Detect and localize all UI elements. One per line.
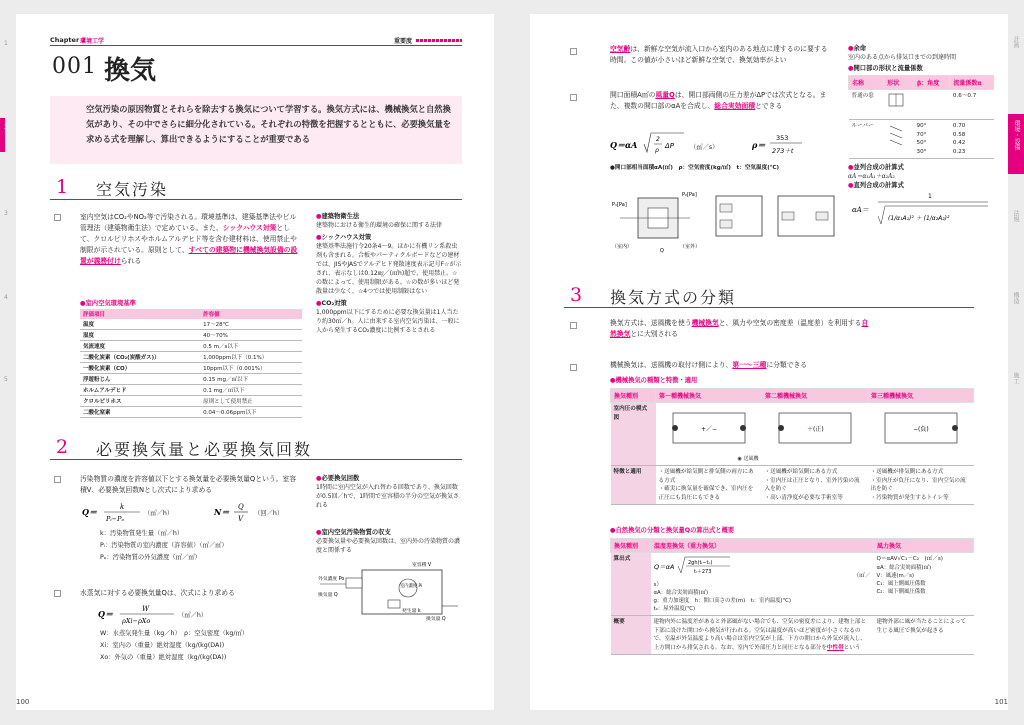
table1-title: ●室内空気環境基準 [80, 300, 136, 307]
svg-text:Q: Q [238, 503, 244, 511]
airflow-unit: （㎥／s） [690, 144, 719, 151]
dc-r1-name: 普通の窓 [849, 90, 884, 120]
note-text: 建築物における衛生的環境の確保に関する法律 [316, 222, 443, 229]
mv-type2-features: ・送風機が給気側にある方式 ・室内圧は正圧となり、室外汚染の流入を防ぐ ・高い清浄度が必要な手術室等 [762, 466, 868, 505]
sec1-text-1: 室内空気はCO₂やNO₂等で汚染される。環境基準は、建築基準法やビル管理法（建築物衛生法）で定めている。また、 [80, 213, 297, 232]
sec1-highlight: すべての建築物に機械換気設備の設置が義務付け [80, 246, 298, 265]
svg-text:αA＝: αA＝ [852, 206, 869, 214]
svg-text:(1/α₁A₁)² ＋ (1/α₂A₂)²: (1/α₁A₁)² ＋ (1/α₂A₂)² [888, 215, 950, 222]
sec2-p2: 水蒸気に対する必要換気量Qは、次式により求める [80, 589, 235, 597]
table-row [80, 374, 302, 385]
stack-formula [654, 555, 854, 577]
mech-table-title: ●機械換気の種類と特徴・適用 [610, 377, 698, 384]
note-title: ●建築物衛生法 [316, 213, 360, 220]
section-number: 001 [52, 54, 97, 79]
mv-type3-features: ・送風機が排気側にある方式 ・室内圧が負圧になり、室内空気の流出を防ぐ ・汚染物質が発生するトイレ等 [868, 466, 974, 505]
importance-label: 重要度 [394, 38, 413, 45]
stack-unit: （㎥／s） [653, 573, 871, 588]
air-quality-table [80, 309, 302, 418]
dc-r1-value: 0.6～0.7 [950, 90, 994, 120]
table-cell-value: 17～28℃ [200, 319, 302, 330]
svg-text:ρ＝: ρ＝ [752, 140, 766, 150]
sec1-side-notes [316, 212, 462, 338]
svg-text:Q＝αA: Q＝αA [610, 140, 638, 150]
svg-text:tᵢ＋273: tᵢ＋273 [693, 569, 711, 575]
label-q-in: 換気量 Q [318, 593, 338, 598]
svg-text:Q＝αA: Q＝αA [653, 563, 674, 571]
fig-p1: P₁[Pa] [612, 202, 627, 208]
fig-p2: P₂[Pa] [682, 192, 697, 198]
mv-h3: 第三種機械換気 [868, 389, 974, 403]
source-k-box [388, 600, 400, 608]
svg-text:V: V [238, 515, 244, 523]
stack-defs [654, 589, 871, 613]
table-cell-value: 0.04～0.06ppm以下 [200, 407, 302, 418]
nv-h1: 温度差換気（重力換気） [651, 539, 874, 553]
label-volume: 室容積 V [412, 563, 432, 568]
checkbox-r2[interactable] [570, 94, 577, 101]
table-cell-value: 0.5 m／s以下 [200, 341, 302, 352]
dc-r2-values: 0.70 0.58 0.42 0.23 [950, 120, 994, 159]
side-tab-structure: 構造 [1012, 292, 1019, 304]
checkbox-r4[interactable] [570, 364, 577, 371]
fig-q: Q [660, 248, 664, 254]
label-k: 発生量 k [402, 609, 421, 614]
definition-line: g：重力加速度 h：開口高さの差(m) tᵢ：室内温度(℃) [653, 598, 791, 604]
air-age-text: 空気齢は、新鮮な空気が流入口から室内のある地点に達するのに要する時間。この値が小さいほど新鮮な空気で、換気効率がよい [610, 45, 828, 64]
side-tab-2: 2 [4, 124, 8, 131]
svg-text:ΔP: ΔP [665, 142, 675, 150]
left-page [16, 14, 494, 710]
table-cell-value: 10ppm以下（0.001%） [200, 363, 302, 374]
left-side-strip [0, 14, 16, 710]
definition-line: Pₒ：汚染物質の外気濃度（㎥／㎥） [100, 554, 201, 561]
sec2-p1: 汚染物質の濃度を許容値以下とする換気量を必要換気量Qという。室容積V、必要換気回数Nとし次式により求める [80, 475, 297, 494]
sec1-header [50, 174, 462, 200]
series-open-1 [782, 212, 794, 220]
sec2-note1 [316, 474, 462, 510]
dc-h0: 名称 [849, 76, 884, 90]
nv-formula-label: 算出式 [611, 553, 651, 616]
svg-text:Q＝: Q＝ [82, 507, 97, 517]
table-row [80, 396, 302, 407]
sec2-note1-title: ●必要換気回数 [316, 475, 360, 482]
wind-summary: 建物外部に風が当たることによって生じる風圧で換気が起きる [874, 616, 974, 655]
fan-legend: ◉ 送風機 [737, 455, 759, 462]
table-cell-value: 0.15 mg／㎥以下 [200, 374, 302, 385]
definition-line: W：水蒸気発生量（kg／h） ρ：空気密度（kg/㎥） [100, 630, 249, 637]
intro-text: 空気汚染の原因物質とそれらを除去する換気について学習する。換気方式には、機械換気と自然換気があり、その中でさらに細分化されている。それぞれの特徴を把握するとともに、必要換気量を求める式を理解し、算出できるようにすることが重要である [86, 104, 452, 144]
table-row [80, 341, 302, 352]
formula-N-unit: （回／h） [254, 510, 284, 517]
importance-meter [416, 39, 462, 42]
definition-line: αA：総合実効面積(㎡) [876, 564, 932, 571]
sec2-header [50, 434, 462, 460]
t1-h1: 許容値 [200, 309, 302, 319]
svg-text:2gh(tᵢ−tₒ): 2gh(tᵢ−tₒ) [687, 560, 712, 566]
checkbox-r1[interactable] [570, 48, 577, 55]
formula-Q [80, 500, 302, 524]
svg-text:＋(正): ＋(正) [806, 426, 824, 433]
table-cell-item: 一酸化炭素（CO） [80, 363, 200, 374]
formula-W [80, 602, 302, 626]
chapter-label: Chapter 2 [50, 36, 86, 44]
parallel-formula: αA＝α₁A₁＋α₂A₂ [848, 173, 895, 180]
sec2-note2-text: 必要換気量や必要換気回数は、室内外の汚染物質の濃度と関係する [316, 538, 461, 554]
mv-type1-features: ・送風機が給気側と排気側の両方にある方式 ・確実に換気量を確保でき、室内圧を正圧にも負圧にもできる [656, 466, 762, 505]
fig-outer: （室外） [680, 244, 701, 250]
sec1-text-2: として、クロルピリホスやホルムアルデヒド等を含む建材料は、使用禁止や制限が示されている。原則として、 [80, 224, 297, 254]
svg-text:Q＝: Q＝ [98, 609, 113, 619]
right-side-notes [848, 44, 998, 234]
definition-line: C₂：風下側風圧係数 [876, 588, 926, 595]
mechanical-ventilation-table [610, 388, 974, 505]
natural-ventilation-table [610, 538, 974, 655]
nv-h0: 換気種別 [611, 539, 651, 553]
table-cell-item: 二酸化窒素 [80, 407, 200, 418]
mv-row2-label: 特徴と適用 [611, 466, 656, 505]
svg-text:ρ: ρ [655, 147, 659, 154]
side-tab-plan: 計画 [1012, 36, 1019, 48]
airflow-formula [610, 130, 830, 160]
table-cell-item: 気流速度 [80, 341, 200, 352]
table-row [80, 352, 302, 363]
sec3-p2: 機械換気は、送風機の取付け側により、第一～三種に分類できる [610, 361, 808, 369]
table-row [80, 330, 302, 341]
table-row [80, 385, 302, 396]
side-title-1: ●余命 [848, 45, 867, 52]
side-tab-4: 4 [4, 294, 8, 301]
label-pi: 室内濃度 Pi [400, 584, 423, 589]
louver-shape [887, 122, 905, 148]
formula-W-unit: （㎥／h） [178, 612, 208, 619]
sec1-text [80, 212, 302, 267]
mv-h2: 第二種機械換気 [762, 389, 868, 403]
side-title-4: ●直列合成の計算式 [848, 182, 904, 189]
pollutant-balance-diagram [316, 556, 462, 622]
svg-text:Pᵢ−Pₒ: Pᵢ−Pₒ [106, 515, 125, 523]
table-cell-value: 0.1 mg／㎥以下 [200, 385, 302, 396]
label-q-out: 換気量 Q [426, 617, 446, 622]
nv-h2: 風力換気 [874, 539, 974, 553]
formula2-definitions [100, 628, 310, 664]
dc-h1: 形状 [884, 76, 914, 90]
checkbox-sec1[interactable] [54, 214, 61, 221]
side-tab-1: 1 [4, 40, 8, 47]
side-tab-3: 3 [4, 210, 8, 217]
side-text-1: 室内のある点から排気口までの到達時間 [848, 54, 957, 61]
side-tab-env: 環境・設備 [1013, 120, 1020, 150]
header-rule [50, 45, 462, 46]
svg-text:k: k [120, 503, 125, 511]
definition-line: Xi：室内の（重量）絶対湿度（kg/(kg(DA)) [100, 642, 225, 649]
nv-summary-label: 概要 [611, 616, 651, 655]
label-po: 外気濃度 Po [318, 577, 345, 582]
side-tab-law: 法規 [1012, 210, 1019, 222]
table-cell-item: ホルムアルデヒド [80, 385, 200, 396]
sec2-number: 2 [56, 436, 69, 458]
dc-r2-angles: 90° 70° 50° 30° [914, 120, 950, 159]
table-cell-item: 浮遊粉じん [80, 374, 200, 385]
fig-inner: （室内） [612, 244, 633, 250]
dc-r2-name: ルーバー [849, 120, 884, 159]
natural-table-title: ●自然換気の分類と換気量Qの算出式と概要 [610, 527, 735, 534]
window-shape [887, 92, 905, 108]
note-text: 建築基準法施行令20条4～9。ほかに有機リン系殺虫剤も含まれる。合板やパーティクルボードなどの建材では、JISやJASでアルデヒド発散速度表示記号F☆が示され、表示なしは0.12㎎／(㎡h)超で、使用禁止。☆の数によって、使用制限がある。☆の数が多いほど発散量は少なく、☆4つでは使用制限はない [316, 243, 462, 295]
stack-summary: 建物内外に温度差があると外部風がない場合でも、空気の密度差により、建物上部と下部に設けた開口から換気が行われる。空気は温度が高いほど密度が小さくなるので、室温が外気温度より高い場合は室内空気が上部、下方の開口から外気が流入し、上方開口から排気される。なお、室内で外部圧力と同圧となる部分を中性帯という [651, 616, 874, 655]
category-label: 環境工学 [80, 38, 105, 45]
checkbox-r3[interactable] [570, 322, 577, 329]
fig-caption: ●開口部相当面積αA(㎡) ρ：空気密度(kg/㎥) t：空気温度(℃) [610, 165, 780, 171]
table-cell-item: 湿度 [80, 330, 200, 341]
mv-row1-label: 室内圧の模式図 [611, 403, 656, 466]
opening-figures [610, 176, 840, 256]
right-side-strip [1008, 14, 1024, 710]
table-cell-value: 原則として使用禁止 [200, 396, 302, 407]
mv-h0: 換気種別 [611, 389, 656, 403]
parallel-room [716, 196, 762, 236]
page-number-right: 101 [994, 698, 1008, 706]
sec2-note2-title: ●室内空気汚染物質の収支 [316, 529, 391, 536]
intro-box [50, 96, 462, 164]
note-title: ●CO₂対策 [316, 300, 347, 307]
po-box [346, 578, 362, 588]
svg-text:2: 2 [656, 136, 660, 143]
table-cell-item: 二酸化炭素（CO₂(炭酸ガス)） [80, 352, 200, 363]
side-tab-construction: 施工 [1012, 372, 1019, 384]
note-text: 1,000ppm以下にするために必要な換気量は1人当たり約30㎥／h。人に由来する室内空気汚染は、一般に人から発生するCO₂濃度に比例するとされる [316, 309, 460, 334]
svg-text:ρXi−ρXo: ρXi−ρXo [122, 617, 151, 625]
dc-h3: 流量係数α [950, 76, 994, 90]
sec3-p1: 換気方式は、送風機を使う機械換気と、風力や空気の密度差（温度差）を利用する自然換気とに大別される [610, 319, 869, 338]
series-formula [848, 190, 994, 230]
formula-Q-unit: （㎥／h） [144, 510, 174, 517]
definition-line: Xo：外気の（重量）絶対湿度（kg/(kg(DA)) [100, 654, 227, 661]
definition-line: αA：総合実効面積(㎡) [653, 590, 709, 596]
wind-formula: Q＝αAV√C₁－C₂ (㎥／s) [876, 556, 943, 562]
definition-line: k：汚染物質発生量（㎥／h） [100, 530, 184, 537]
discharge-coefficient-table [848, 75, 994, 159]
table-cell-value: 1,000ppm以下（0.1%） [200, 352, 302, 363]
type2-diagram [765, 405, 865, 451]
sec3-number: 3 [570, 284, 583, 306]
definition-line: Pᵢ：汚染物質の室内濃度（許容値）（㎥／㎥） [100, 542, 228, 549]
svg-text:353: 353 [776, 134, 789, 142]
side-title-3: ●並列合成の計算式 [848, 164, 904, 171]
svg-text:273＋t: 273＋t [772, 147, 794, 155]
parallel-open-2 [720, 220, 732, 228]
parallel-open-1 [720, 204, 732, 212]
table-cell-item: 温度 [80, 319, 200, 330]
table-cell-item: クロルピリホス [80, 396, 200, 407]
sec3-header [564, 282, 974, 308]
table-row [80, 363, 302, 374]
checkbox-sec2-b[interactable] [54, 590, 61, 597]
checkbox-sec2-a[interactable] [54, 476, 61, 483]
airflow-text: 開口面積A㎡の風量Qは、開口部両側の圧力差がΔPでは次式となる。また、複数の開口部のαAを合成し、総合実効面積とできる [610, 91, 827, 110]
sec1-title: 空気汚染 [96, 180, 169, 199]
side-tab-5: 5 [4, 376, 8, 383]
definition-line: C₁：風上側風圧係数 [876, 580, 926, 587]
formula1-definitions [100, 528, 310, 564]
svg-text:W: W [142, 605, 150, 613]
page-title: 換気 [104, 56, 157, 86]
table-cell-value: 40～70% [200, 330, 302, 341]
series-open-2 [816, 212, 828, 220]
type3-diagram [871, 405, 971, 451]
definition-line: V：風速(m／s) [876, 572, 915, 579]
type1-diagram [659, 405, 759, 451]
svg-text:−(負): −(負) [912, 426, 929, 433]
table-row [80, 407, 302, 418]
sec2-note2 [316, 528, 462, 555]
sec2-note1-text: 1時間に室内空気が入れ替わる回数であり、換気回数が0.5回／hで、1時間で室容積の半分の空気が換気される [316, 484, 460, 509]
definition-line: tₒ：屋外温度(℃) [653, 606, 696, 612]
sec1-text-3: られる [120, 257, 142, 265]
svg-text:N＝: N＝ [214, 507, 230, 517]
table-row [80, 319, 302, 330]
side-title-2: ●開口部の形状と流量係数 [848, 65, 923, 72]
note-title: ●シックハウス対策 [316, 234, 372, 241]
sec2-title: 必要換気量と必要換気回数 [96, 440, 313, 459]
wind-defs [877, 564, 971, 596]
mv-h1: 第一種機械換気 [656, 389, 762, 403]
sec1-sickhouse: シックハウス対策 [222, 224, 277, 232]
dc-h2: β：角度 [914, 76, 950, 90]
svg-text:1: 1 [928, 193, 932, 200]
right-page [530, 14, 1008, 710]
t1-h0: 評価項目 [80, 309, 200, 319]
svg-text:+／−: +／− [700, 426, 717, 433]
sec3-title: 換気方式の分類 [610, 288, 737, 307]
page-number-left: 100 [16, 698, 30, 706]
sec1-number: 1 [56, 176, 69, 198]
